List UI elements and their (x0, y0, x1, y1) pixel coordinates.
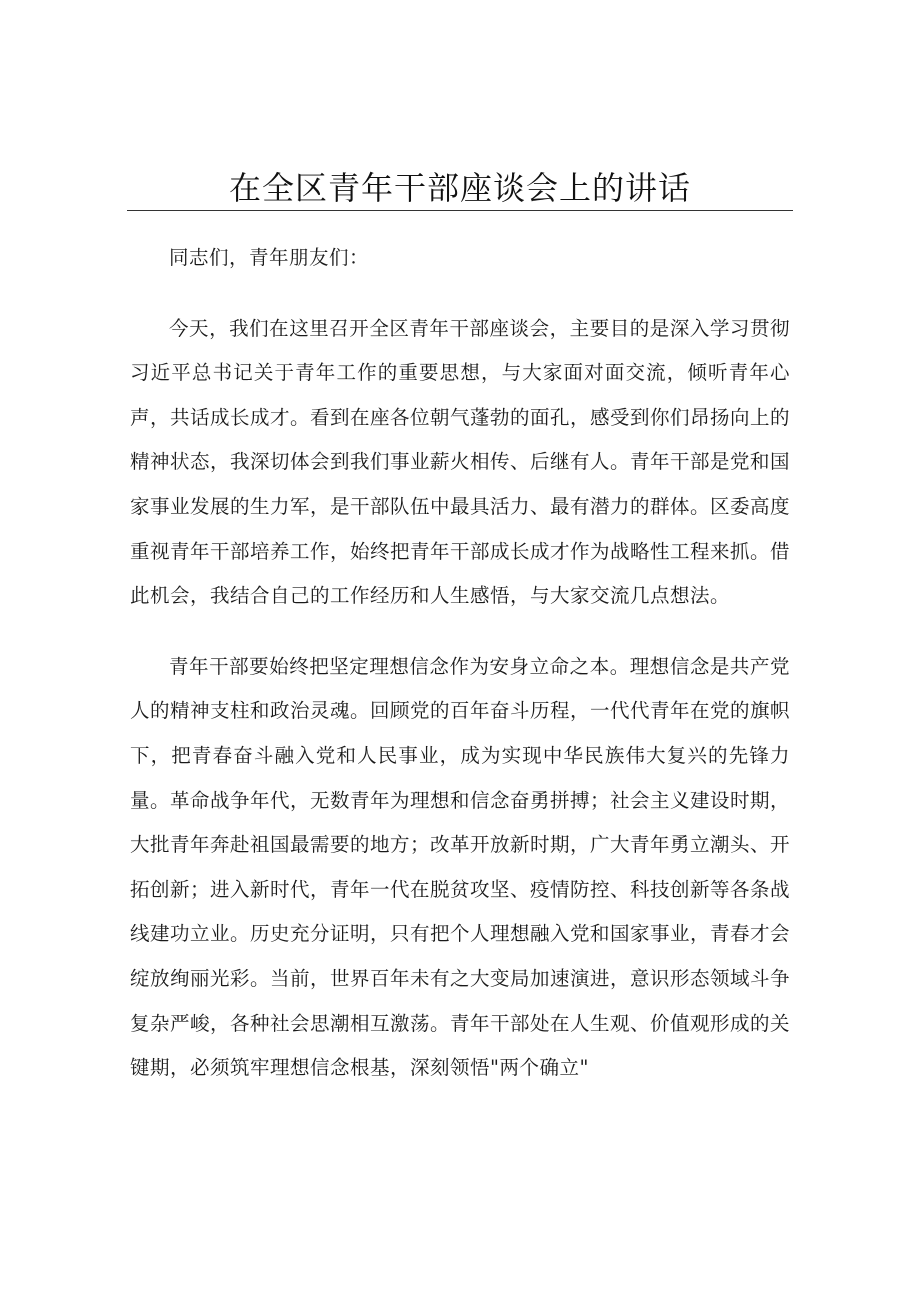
greeting: 同志们，青年朋友们： (169, 246, 370, 269)
document-title: 在全区青年干部座谈会上的讲话 (228, 169, 691, 207)
paragraph-1: 今天，我们在这里召开全区青年干部座谈会，主要目的是深入学习贯彻习近平总书记关于青年工作的重要思想，与大家面对面交流，倾听青年心声，共话成长成才。看到在座各位朝气蓬勃的面孔，感受到你们昂扬向上的精神状态，我深切体会到我们事业薪火相传、后继有人。青年干部是党和国家事业发展的生力军，是干部队伍中最具活力、最有潜力的群体。区委高度重视青年干部培养工作，始终把青年干部成长成才作为战略性工程来抓。借此机会，我结合自己的工作经历和人生感悟，与大家交流几点想法。 (130, 316, 791, 608)
document-body (130, 236, 790, 1117)
title-underline (127, 210, 793, 211)
paragraph-2: 青年干部要始终把坚定理想信念作为安身立命之本。理想信念是共产党人的精神支柱和政治灵魂。回顾党的百年奋斗历程，一代代青年在党的旗帜下，把青春奋斗融入党和人民事业，成为实现中华民族伟大复兴的先锋力量。革命战争年代，无数青年为理想和信念奋勇拼搏；社会主义建设时期，大批青年奔赴祖国最需要的地方；改革开放新时期，广大青年勇立潮头、开拓创新；进入新时代，青年一代在脱贫攻坚、疫情防控、科技创新等各条战线建功立业。历史充分证明，只有把个人理想融入党和国家事业，青春才会绽放绚丽光彩。当前，世界百年未有之大变局加速演进，意识形态领域斗争复杂严峻，各种社会思潮相互激荡。青年干部处在人生观、价值观形成的关键期，必须筑牢理想信念根基，深刻领悟"两个确立" (130, 654, 791, 1080)
